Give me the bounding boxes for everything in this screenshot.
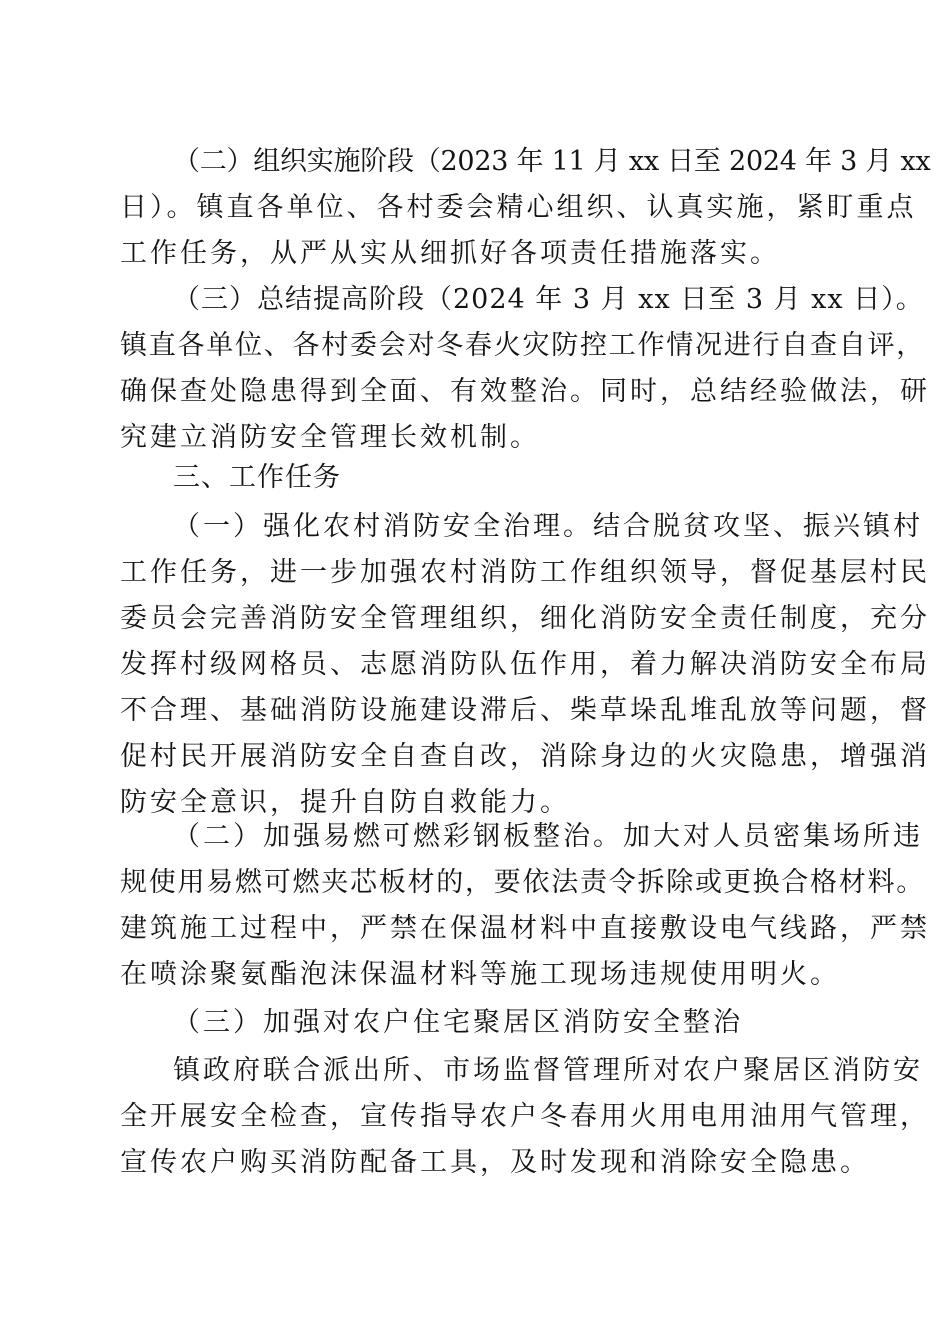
task3-title: （三）加强对农户住宅聚居区消防安全整治 bbox=[173, 1007, 743, 1038]
task2-line-2: 规使用易燃可燃夹芯板材的，要依法责令拆除或更换合格材料。 bbox=[120, 867, 925, 898]
stage2-line-3: 工作任务，从严从实从细抓好各项责任措施落实。 bbox=[120, 238, 780, 269]
task1-line-3: 委员会完善消防安全管理组织，细化消防安全责任制度，充分 bbox=[120, 603, 930, 634]
stage2-line-1: （二）组织实施阶段（2023 年 11 月 xx 日至 2024 年 3 月 xx bbox=[173, 146, 931, 177]
task3-line-3: 宣传农户购买消防配备工具，及时发现和消除安全隐患。 bbox=[120, 1147, 870, 1178]
stage3-line-1: （三）总结提高阶段（2024 年 3 月 xx 日至 3 月 xx 日）。 bbox=[173, 284, 924, 315]
task2-line-1: （二）加强易燃可燃彩钢板整治。加大对人员密集场所违 bbox=[173, 821, 923, 852]
task2-line-4: 在喷涂聚氨酯泡沫保温材料等施工现场违规使用明火。 bbox=[120, 959, 840, 990]
task1-line-5: 不合理、基础消防设施建设滞后、柴草垛乱堆乱放等问题，督 bbox=[120, 695, 930, 726]
stage2-line-2: 日）。镇直各单位、各村委会精心组织、认真实施，紧盯重点 bbox=[120, 192, 917, 223]
task1-line-7: 防安全意识，提升自防自救能力。 bbox=[120, 787, 570, 818]
section-heading-tasks: 三、工作任务 bbox=[173, 462, 341, 493]
task1-line-4: 发挥村级网格员、志愿消防队伍作用，着力解决消防安全布局 bbox=[120, 649, 930, 680]
stage3-line-4: 究建立消防安全管理长效机制。 bbox=[120, 422, 540, 453]
task1-line-1: （一）强化农村消防安全治理。结合脱贫攻坚、振兴镇村 bbox=[173, 511, 923, 542]
stage3-line-3: 确保查处隐患得到全面、有效整治。同时，总结经验做法，研 bbox=[120, 376, 930, 407]
task2-line-3: 建筑施工过程中，严禁在保温材料中直接敷设电气线路，严禁 bbox=[120, 913, 930, 944]
task3-line-2: 全开展安全检查，宣传指导农户冬春用火用电用油用气管理， bbox=[120, 1101, 930, 1132]
stage3-line-2: 镇直各单位、各村委会对冬春火灾防控工作情况进行自查自评， bbox=[120, 330, 925, 361]
task3-line-1: 镇政府联合派出所、市场监督管理所对农户聚居区消防安 bbox=[173, 1055, 923, 1086]
task1-line-2: 工作任务，进一步加强农村消防工作组织领导，督促基层村民 bbox=[120, 557, 930, 588]
task1-line-6: 促村民开展消防安全自查自改，消除身边的火灾隐患，增强消 bbox=[120, 741, 930, 772]
